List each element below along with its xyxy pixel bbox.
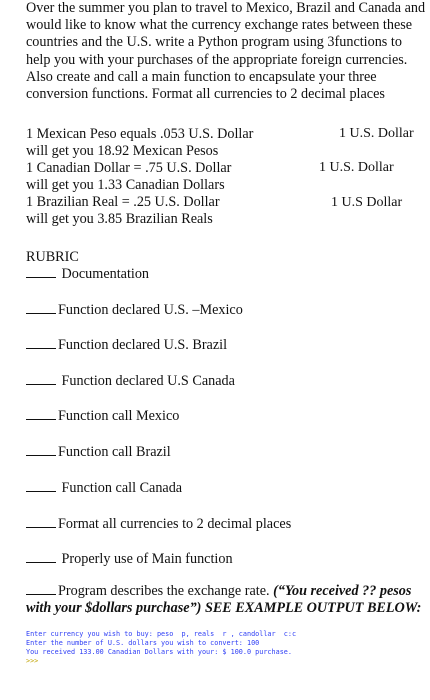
rate-brazil-line1: 1 Brazilian Real = .25 U.S. Dollar	[26, 194, 220, 210]
example-output-instruction: (“You received ?? pesos with your $dollars purchase”) SEE EXAMPLE OUTPUT BELOW:	[26, 583, 422, 616]
rubric-item-program-describes	[26, 583, 422, 617]
blank-line	[26, 482, 56, 492]
blank-line	[26, 518, 56, 528]
rubric-item-label: Function call Mexico	[58, 408, 180, 424]
blank-line	[26, 375, 56, 385]
rubric-item	[26, 302, 243, 319]
rate-mexico-line1: 1 Mexican Peso equals .053 U.S. Dollar	[26, 126, 254, 142]
rate-brazil-right: 1 U.S Dollar	[331, 195, 403, 210]
rubric-item	[26, 408, 179, 425]
blank-line	[26, 446, 56, 456]
rubric-item-label: Function declared U.S. –Mexico	[58, 302, 243, 318]
rubric-item-label: Program describes the exchange rate.	[58, 583, 274, 599]
intro-paragraph: Over the summer you plan to travel to Mexico, Brazil and Canada and would like to know what the currency exchange rates between these countries and the U.S. write a Python program using 3functions to help you with your purchases of the appropriate foreign currencies. Also create and call a main function to encapsulate your three conversion functions. Format all currencies to 2 decimal places	[26, 0, 426, 103]
example-console-output	[26, 630, 296, 666]
rubric-item-label: Documentation	[61, 266, 150, 282]
console-prompt: >>>	[26, 657, 39, 665]
rubric-item-label: Properly use of Main function	[61, 551, 233, 567]
blank-line	[26, 339, 56, 349]
rubric-item-label: Format all currencies to 2 decimal places	[58, 516, 292, 532]
rubric-item	[26, 373, 235, 390]
rubric-item	[26, 480, 182, 497]
rubric-item	[26, 337, 227, 354]
rubric-item	[26, 266, 149, 283]
rate-mexico-right: 1 U.S. Dollar	[339, 126, 414, 141]
blank-line	[26, 304, 56, 314]
rubric-item-label: Function call Brazil	[58, 444, 171, 460]
console-line: Enter currency you wish to buy: peso p, reals r , candollar c:c	[26, 630, 297, 638]
rubric-item-label: Function declared U.S. Brazil	[58, 337, 228, 353]
rubric-item-label: Function declared U.S Canada	[61, 373, 235, 389]
rate-canada-right: 1 U.S. Dollar	[319, 160, 394, 175]
blank-line	[26, 410, 56, 420]
blank-line	[26, 553, 56, 563]
rubric-item	[26, 516, 291, 533]
console-line: You received 133.00 Canadian Dollars with your: $ 100.0 purchase.	[26, 648, 292, 656]
rate-canada-line2: will get you 1.33 Canadian Dollars	[26, 177, 225, 193]
rubric-item-label: Function call Canada	[61, 480, 183, 496]
blank-line	[26, 268, 56, 278]
rate-brazil-line2: will get you 3.85 Brazilian Reals	[26, 211, 213, 227]
rate-mexico-line2: will get you 18.92 Mexican Pesos	[26, 143, 219, 159]
rate-canada-line1: 1 Canadian Dollar = .75 U.S. Dollar	[26, 160, 232, 176]
console-line: Enter the number of U.S. dollars you wish to convert: 100	[26, 639, 260, 647]
rubric-title: RUBRIC	[26, 249, 79, 265]
blank-line	[26, 585, 56, 595]
rubric-item	[26, 551, 233, 568]
rubric-item	[26, 444, 171, 461]
